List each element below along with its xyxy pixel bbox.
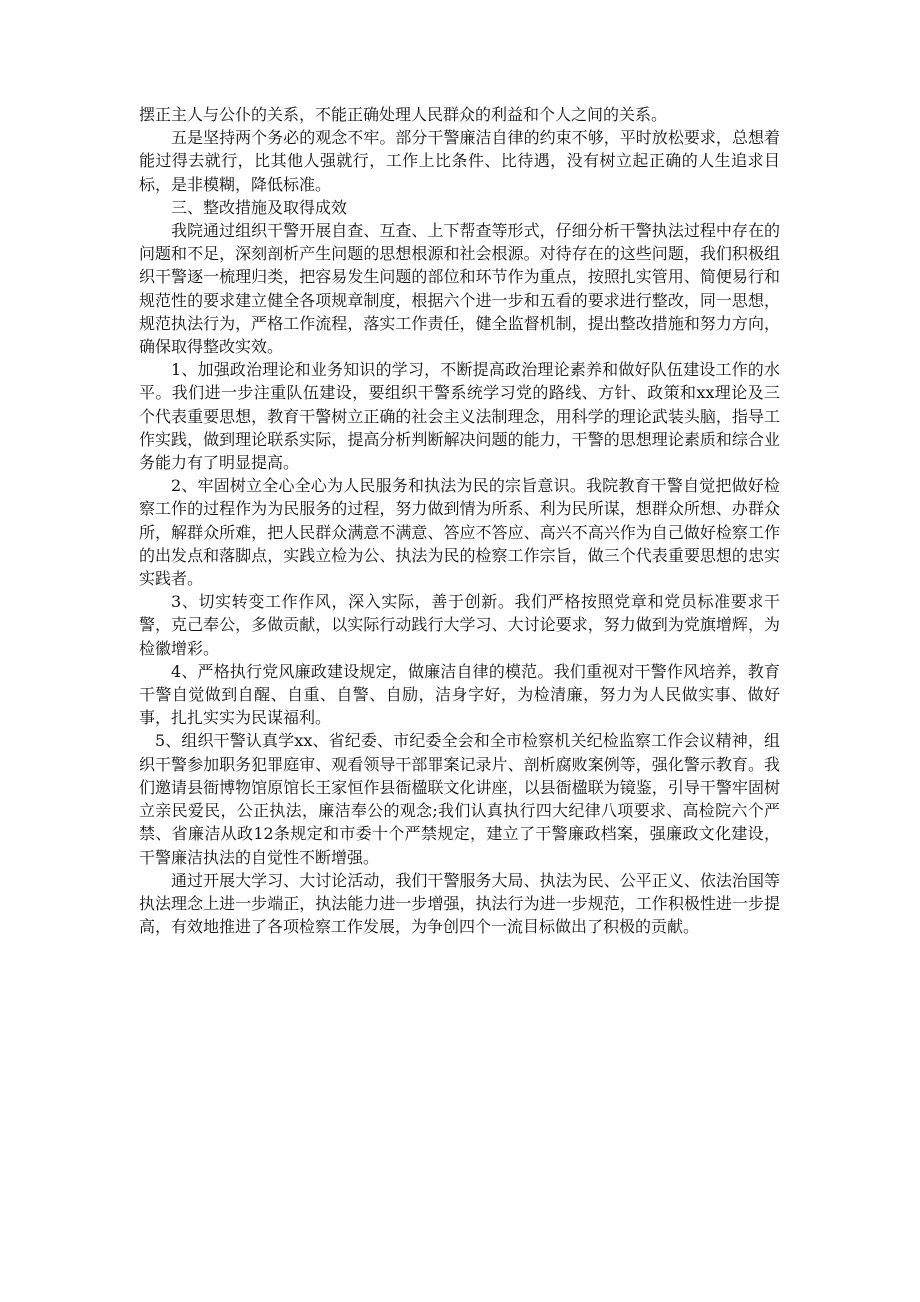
paragraph-conclusion: 通过开展大学习、大讨论活动，我们干警服务大局、执法为民、公平正义、依法治国等执法理念上进一步端正，执法能力进一步增强，执法行为进一步规范，工作积极性进一步提高，有效地推进了各项检察工作发展，为争创四个一流目标做出了积极的贡献。	[139, 870, 780, 937]
paragraph-measure-2: 2、牢固树立全心全心为人民服务和执法为民的宗旨意识。我院教育干警自觉把做好检察工作的过程作为为民服务的过程，努力做到情为所系、利为民所谋，想群众所想、办群众所，解群众所难，把人民群众满意不满意、答应不答应、高兴不高兴作为自己做好检察工作的出发点和落脚点，实践立检为公、执法为民的检察工作宗旨，做三个代表重要思想的忠实实践者。	[139, 476, 780, 589]
section-heading-rectification: 三、整改措施及取得成效	[171, 197, 348, 217]
paragraph-continuation: 摆正主人与公仆的关系，不能正确处理人民群众的利益和个人之间的关系。	[139, 105, 668, 124]
document-body	[139, 103, 780, 938]
paragraph-measure-3: 3、切实转变工作作风，深入实际，善于创新。我们严格按照党章和党员标准要求干警，克己奉公，多做贡献，以实际行动践行大学习、大讨论要求，努力做到为党旗增辉，为检徽增彩。	[139, 592, 780, 658]
paragraph-rectification-overview: 我院通过组织干警开展自查、互查、上下帮查等形式，仔细分析干警执法过程中存在的问题和不足，深刻剖析产生问题的思想根源和社会根源。对待存在的这些问题，我们积极组织干警逐一梳理归类，把容易发生问题的部位和环节作为重点，按照扎实管用、简便易行和规范性的要求建立健全各项规章制度，根据六个进一步和五看的要求进行整改，同一思想，规范执法行为，严格工作流程，落实工作责任，健全监督机制，提出整改措施和努力方向，确保取得整改实效。	[139, 221, 780, 357]
paragraph-measure-5: 5、组织干警认真学xx、省纪委、市纪委全会和全市检察机关纪检监察工作会议精神，组织干警参加职务犯罪庭审、观看领导干部罪案记录片、剖析腐败案例等，强化警示教育。我们邀请县衙博物馆原馆长王家恒作县衙楹联文化讲座，以县衙楹联为镜鉴，引导干警牢固树立亲民爱民，公正执法，廉洁奉公的观念;我们认真执行四大纪律八项要求、高检院六个严禁、省廉洁从政12条规定和市委十个严禁规定，建立了干警廉政档案，强廉政文化建设，干警廉洁执法的自觉性不断增强。	[139, 731, 780, 867]
paragraph-measure-1: 1、加强政治理论和业务知识的学习，不断提高政治理论素养和做好队伍建设工作的水平。我们进一步注重队伍建设，要组织干警系统学习党的路线、方针、政策和xx理论及三个代表重要思想，教育干警树立正确的社会主义法制理念，用科学的理论武装头脑，指导工作实践，做到理论联系实际，提高分析判断解决问题的能力，干警的思想理论素质和综合业务能力有了明显提高。	[139, 360, 780, 473]
paragraph-measure-4: 4、严格执行党风廉政建设规定，做廉洁自律的模范。我们重视对干警作风培养，教育干警自觉做到自醒、自重、自警、自励，洁身字好，为检清廉，努力为人民做实事、做好事，扎扎实实为民谋福利。	[139, 661, 780, 728]
paragraph-point-five: 五是坚持两个务必的观念不牢。部分干警廉洁自律的约束不够，平时放松要求，总想着能过得去就行，比其他人强就行，工作上比条件、比待遇，没有树立起正确的人生追求目标，是非模糊，降低标准。	[139, 128, 780, 194]
